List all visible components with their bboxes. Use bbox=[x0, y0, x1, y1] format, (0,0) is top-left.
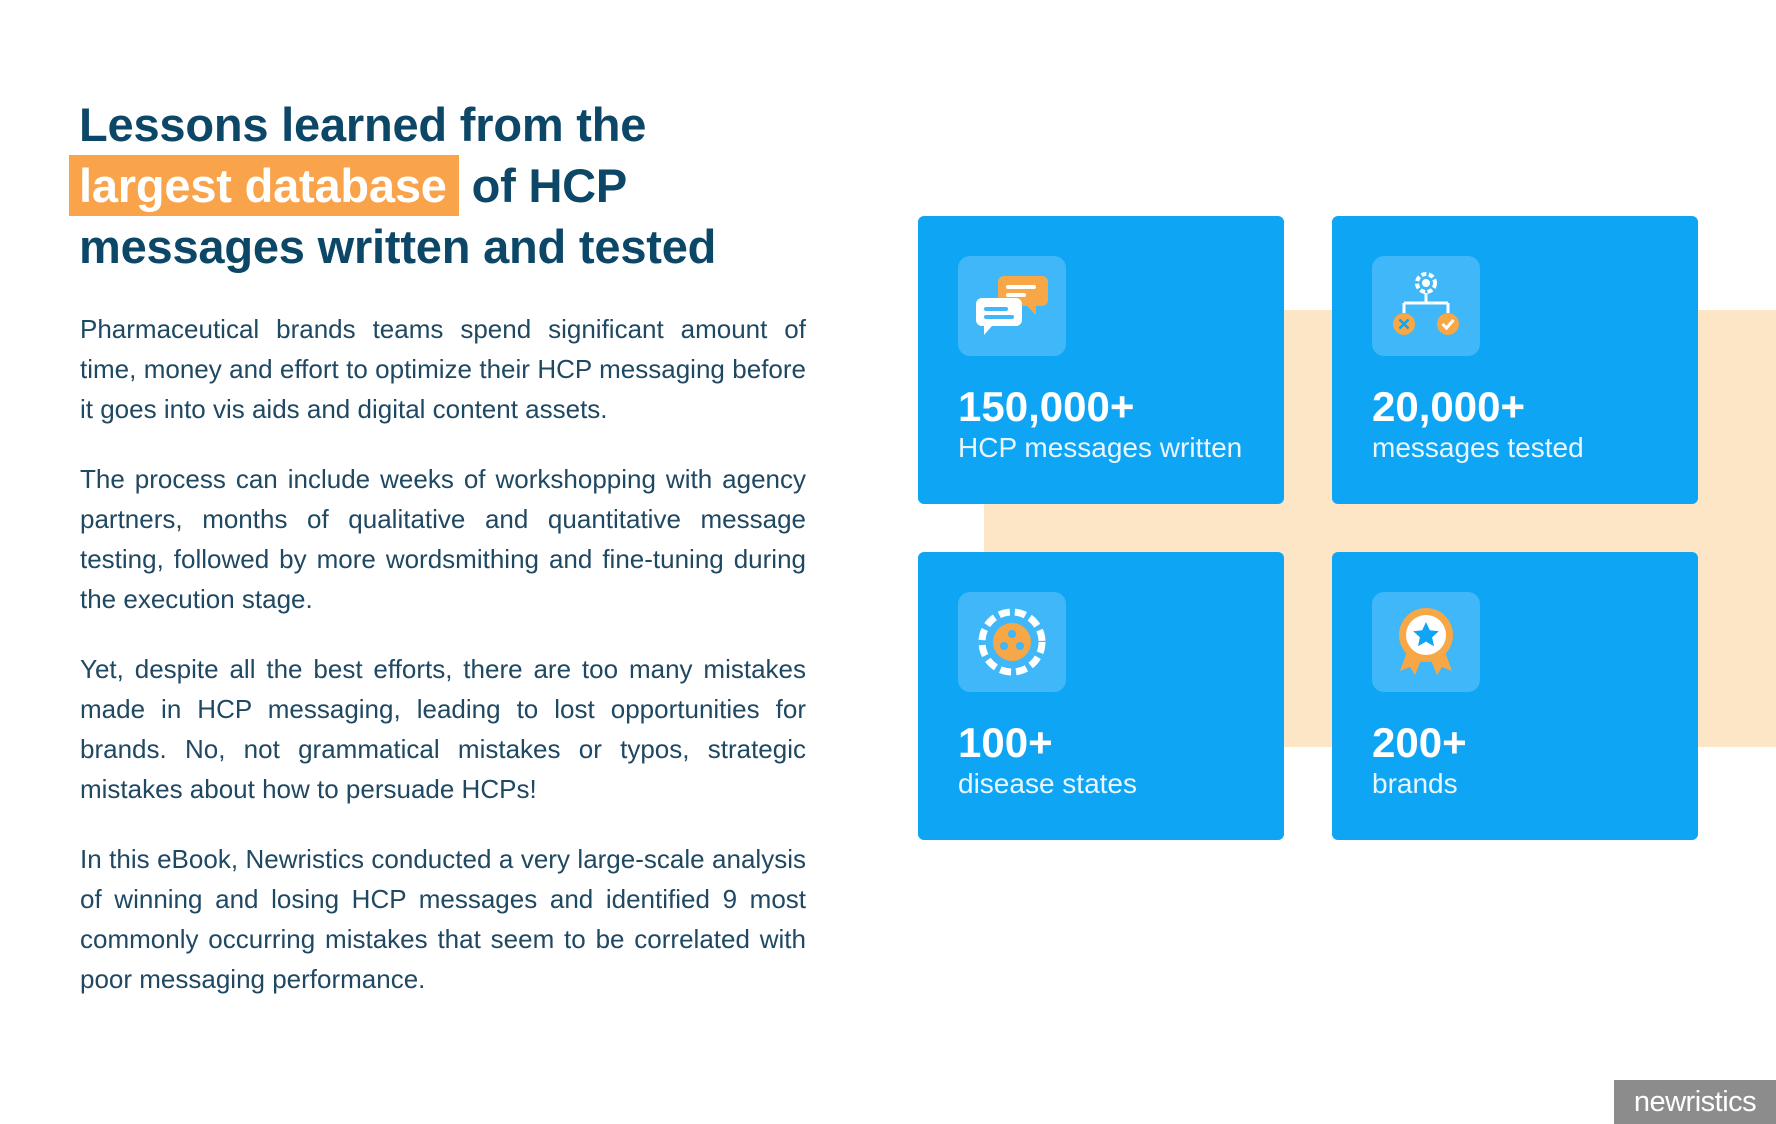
stat-card-messages-tested bbox=[1332, 216, 1698, 504]
award-badge-icon bbox=[1372, 592, 1480, 692]
stat-value: 150,000+ bbox=[958, 383, 1135, 430]
stat-card-brands bbox=[1332, 552, 1698, 840]
title-line-3: messages written and tested bbox=[79, 220, 717, 273]
test-flow-icon bbox=[1372, 256, 1480, 356]
stat-value: 100+ bbox=[958, 719, 1053, 766]
title-line-2-rest: of HCP bbox=[458, 159, 628, 212]
paragraph-2: The process can include weeks of workshopping with agency partners, months of qualitative and quantitative message testing, followed by more wordsmithing and fine-tuning during the execution stage. bbox=[80, 464, 806, 614]
stat-value: 20,000+ bbox=[1372, 383, 1525, 430]
stat-card-disease-states bbox=[918, 552, 1284, 840]
virus-icon bbox=[958, 592, 1066, 692]
stat-label: disease states bbox=[958, 768, 1137, 799]
stat-label: brands bbox=[1372, 768, 1458, 799]
paragraph-3: Yet, despite all the best efforts, there are too many mistakes made in HCP messaging, leading to lost opportunities for brands. No, not grammatical mistakes or typos, strategic mistakes about how to persuade HCPs! bbox=[80, 654, 806, 804]
paragraph-1: Pharmaceutical brands teams spend significant amount of time, money and effort to optimize their HCP messaging before it goes into vis aids and digital content assets. bbox=[80, 314, 806, 424]
page-title bbox=[79, 94, 799, 277]
paragraph-4: In this eBook, Newristics conducted a very large-scale analysis of winning and losing HCP messages and identified 9 most commonly occurring mistakes that seem to be correlated with poor messaging performance. bbox=[80, 844, 806, 994]
stat-label: HCP messages written bbox=[958, 432, 1243, 463]
title-highlight: largest database bbox=[69, 155, 459, 216]
stat-value: 200+ bbox=[1372, 719, 1467, 766]
body-text bbox=[80, 309, 806, 1029]
title-line-1: Lessons learned from the bbox=[79, 98, 647, 151]
stat-card-messages-written bbox=[918, 216, 1284, 504]
stat-label: messages tested bbox=[1372, 432, 1584, 463]
newristics-logo: newristics bbox=[1614, 1080, 1776, 1124]
chat-bubbles-icon bbox=[958, 256, 1066, 356]
